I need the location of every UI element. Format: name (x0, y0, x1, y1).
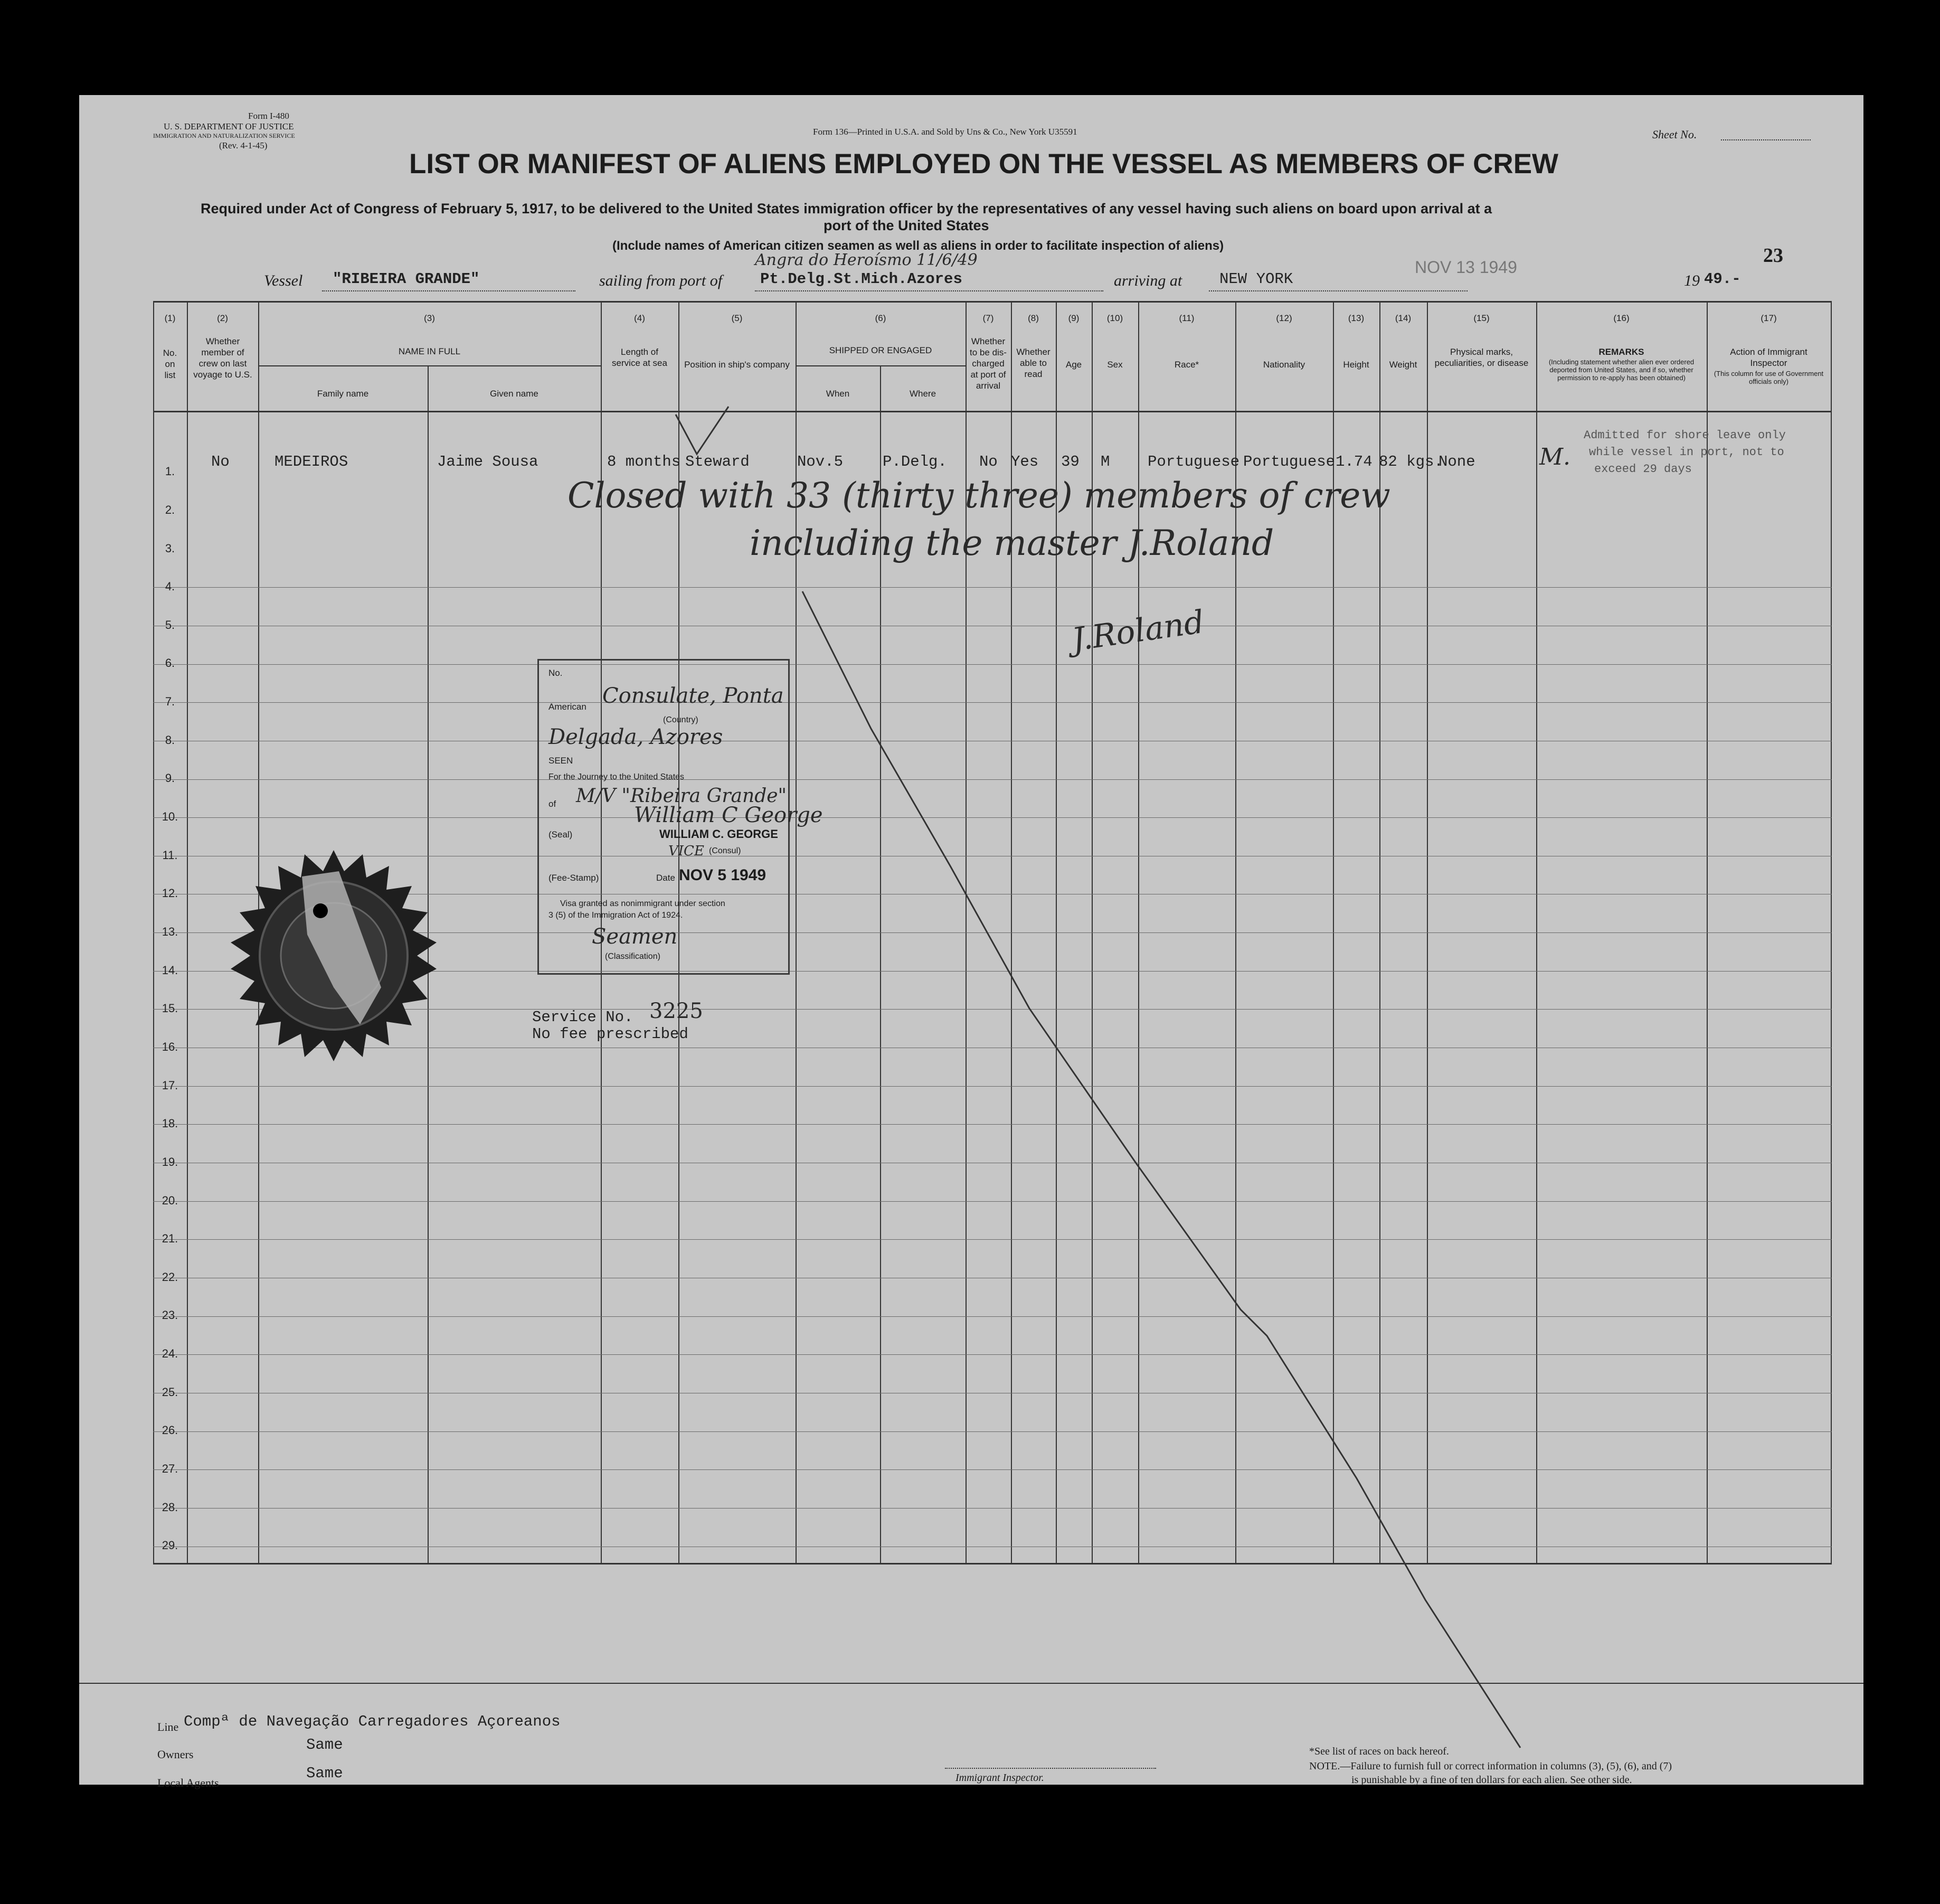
row-number: 8. (165, 733, 175, 747)
vessel-label: Vessel (264, 272, 303, 289)
page-number: 23 (1763, 244, 1783, 267)
header-position: Position in ship's company (684, 360, 790, 370)
sailing-port[interactable]: Pt.Delg.St.Mich.Azores (760, 270, 962, 288)
row-number: 23. (162, 1308, 178, 1322)
row-number: 6. (165, 656, 175, 670)
visa-granted-line-2: 3 (5) of the Immigration Act of 1924. (548, 911, 683, 920)
inspector-stamp-line-2: while vessel in port, not to (1589, 446, 1784, 459)
service-no-value: 3225 (649, 999, 703, 1023)
visa-classification-hand: Seamen (592, 925, 678, 949)
header-name-in-full: NAME IN FULL (398, 346, 461, 356)
visa-ship: M/V "Ribeira Grande" (576, 785, 787, 807)
inspector-stamp-line-3: exceed 29 days (1594, 463, 1692, 476)
footer-owners-label: Owners (157, 1748, 194, 1761)
cell-age[interactable]: 39 (1061, 453, 1080, 470)
no-fee-prescribed: No fee prescribed (532, 1025, 688, 1043)
col-num: (5) (731, 313, 743, 323)
header-nationality: Nationality (1263, 360, 1305, 370)
sailing-label: sailing from port of (599, 272, 723, 289)
cell-race[interactable]: Portuguese (1148, 453, 1240, 470)
cell-remarks-handwritten: M. (1539, 444, 1571, 470)
cell-position[interactable]: Steward (685, 453, 750, 470)
footer-agents-label: Local Agents (157, 1776, 219, 1789)
col-num: (2) (217, 313, 228, 323)
year-value[interactable]: 49.- (1704, 270, 1741, 288)
row-number: 14. (162, 964, 178, 977)
form-number: Form I-480 (248, 111, 289, 121)
visa-classification-label: (Classification) (605, 952, 660, 961)
visa-granted-line-1: Visa granted as nonimmigrant under section (560, 899, 725, 908)
arrival-date-stamp: NOV 13 1949 (1415, 258, 1517, 277)
header-discharged: Whether to be dis-charged at port of arrival (970, 336, 1007, 391)
inspector-signature-line[interactable] (945, 1768, 1156, 1769)
visa-no-label: No. (548, 668, 563, 678)
inspector-stamp-line-1: Admitted for shore leave only (1584, 429, 1786, 442)
header-when: When (826, 389, 850, 399)
form-revision: (Rev. 4-1-45) (219, 140, 268, 150)
header-weight: Weight (1389, 360, 1417, 370)
footer-races-note: *See list of races on back hereof. (1309, 1746, 1449, 1757)
header-given-name: Given name (490, 389, 538, 399)
row-number: 13. (162, 925, 178, 938)
cell-height[interactable]: 1.74 (1336, 453, 1373, 470)
row-number: 7. (165, 695, 175, 708)
row-number: 24. (162, 1347, 178, 1360)
header-no-on-list: No. on list (163, 348, 177, 380)
cell-last-voyage[interactable]: No (211, 453, 230, 470)
page-title: LIST OR MANIFEST OF ALIENS EMPLOYED ON THE VESSEL AS MEMBERS OF CREW (409, 148, 1559, 180)
subtitle-requirement: Required under Act of Congress of February 5, 1917, to be delivered to the United States immigration officer by the representatives of any vessel having such aliens on board upon arrival at a (201, 201, 1492, 216)
cell-physical-marks[interactable]: None (1439, 453, 1475, 470)
col-num: (10) (1106, 313, 1123, 323)
handwritten-closing-line-1: Closed with 33 (thirty three) members of crew (567, 475, 1390, 516)
arriving-label: arriving at (1114, 272, 1182, 289)
header-inspector-action: Action of Immigrant Inspector (1730, 347, 1807, 368)
handwritten-signature: J.Roland (1070, 603, 1207, 659)
col-num: (3) (424, 313, 435, 323)
row-number: 28. (162, 1501, 178, 1514)
cell-when[interactable]: Nov.5 (797, 453, 844, 470)
header-height: Height (1343, 360, 1369, 370)
row-number: 5. (165, 618, 175, 631)
cell-given-name[interactable]: Jaime Sousa (437, 453, 538, 470)
visa-place: Delgada, Azores (548, 725, 723, 749)
row-number: 11. (162, 849, 178, 862)
footer-line-label: Line (157, 1720, 179, 1733)
visa-american-label: American (548, 702, 586, 712)
header-length-service: Length of service at sea (612, 347, 667, 368)
embossed-seal (228, 850, 439, 1061)
header-shipped: SHIPPED OR ENGAGED (829, 345, 932, 355)
row-number: 25. (162, 1385, 178, 1399)
col-num: (17) (1761, 313, 1777, 323)
header-remarks: REMARKS (1598, 347, 1644, 357)
row-number: 1. (165, 465, 175, 478)
row-number: 15. (162, 1002, 178, 1015)
visa-seal-label: (Seal) (548, 830, 573, 840)
row-number: 22. (162, 1270, 178, 1284)
header-race: Race* (1174, 360, 1199, 370)
col-num: (14) (1395, 313, 1412, 323)
footer-owners-value: Same (306, 1736, 343, 1754)
visa-date-label: Date (656, 873, 675, 883)
cell-discharged[interactable]: No (979, 453, 998, 470)
vessel-name[interactable]: "RIBEIRA GRANDE" (333, 270, 480, 288)
visa-vice: VICE (668, 843, 704, 859)
visa-signature: William C George (634, 803, 823, 827)
row-number: 17. (162, 1079, 178, 1092)
cell-able-read[interactable]: Yes (1011, 453, 1039, 470)
visa-seen: SEEN (548, 756, 573, 766)
visa-fee-stamp-label: (Fee-Stamp) (548, 873, 599, 883)
header-family-name: Family name (317, 389, 369, 399)
row-number: 4. (165, 580, 175, 593)
header-age: Age (1065, 360, 1082, 370)
col-num: (12) (1276, 313, 1292, 323)
year-label: 19 (1684, 272, 1700, 289)
col-num: (1) (164, 313, 176, 323)
department: U. S. DEPARTMENT OF JUSTICE (164, 121, 294, 131)
footer-agents-value: Same (306, 1765, 343, 1782)
col-num: (13) (1348, 313, 1365, 323)
header-physical-marks: Physical marks, peculiarities, or disease (1434, 347, 1529, 368)
visa-consul-name: WILLIAM C. GEORGE (659, 827, 778, 841)
service-no-label: Service No. (532, 1008, 633, 1026)
visa-journey: For the Journey to the United States (548, 772, 685, 781)
row-number: 29. (162, 1539, 178, 1552)
row-number: 26. (162, 1424, 178, 1437)
subtitle-port: port of the United States (824, 218, 989, 233)
col-num: (9) (1068, 313, 1080, 323)
cell-sex[interactable]: M (1101, 453, 1110, 470)
row-number: 21. (162, 1232, 178, 1245)
col-num: (7) (982, 313, 994, 323)
footer-note-2: is punishable by a fine of ten dollars for each alien. See other side. (1351, 1774, 1632, 1786)
cell-length-service[interactable]: 8 months (607, 453, 681, 470)
col-num: (4) (634, 313, 645, 323)
row-number: 20. (162, 1194, 178, 1207)
row-number: 10. (162, 810, 178, 823)
row-number: 19. (162, 1155, 178, 1168)
row-number: 18. (162, 1117, 178, 1130)
arriving-port[interactable]: NEW YORK (1219, 270, 1293, 288)
row-number: 16. (162, 1040, 178, 1053)
visa-country-label: (Country) (663, 715, 698, 724)
visa-of-label: of (548, 799, 556, 809)
footer-line-value: Compª de Navegação Carregadores Açoreanos (184, 1713, 561, 1730)
header-where: Where (909, 389, 936, 399)
cell-family-name[interactable]: MEDEIROS (275, 453, 348, 470)
header-able-read: Whether able to read (1016, 347, 1051, 379)
row-number: 3. (165, 542, 175, 555)
row-number: 27. (162, 1462, 178, 1475)
col-num: (6) (875, 313, 886, 323)
col-num: (15) (1473, 313, 1490, 323)
handwritten-closing-line-2: including the master J.Roland (750, 523, 1274, 563)
cell-where[interactable]: P.Delg. (883, 453, 947, 470)
manifest-sheet (79, 95, 1863, 1789)
visa-date: NOV 5 1949 (679, 866, 766, 884)
footer-note-1: NOTE.—Failure to furnish full or correct information in columns (3), (5), (6), and (7) (1309, 1760, 1672, 1772)
header-last-voyage: Whether member of crew on last voyage to U.S. (193, 336, 252, 380)
header-sex: Sex (1107, 360, 1123, 370)
header-remarks-detail: (Including statement whether alien ever ordered deported from United States, and if so, whether permission to re-apply has been obtained) (1548, 358, 1695, 382)
col-num: (11) (1179, 313, 1195, 323)
sailing-port-handwritten: Angra do Heroísmo 11/6/49 (755, 251, 978, 269)
printer-line: Form 136—Printed in U.S.A. and Sold by Uns & Co., New York U35591 (813, 127, 1077, 137)
sheet-number-label: Sheet No. (1652, 128, 1697, 141)
cell-weight[interactable]: 82 kgs. (1379, 453, 1443, 470)
row-number: 2. (165, 503, 175, 516)
visa-stamp (537, 659, 823, 975)
cell-nationality[interactable]: Portuguese (1243, 453, 1336, 470)
col-num: (8) (1028, 313, 1039, 323)
row-number: 9. (165, 771, 175, 785)
header-inspector-detail: (This column for use of Government officials only) (1714, 370, 1824, 385)
row-number: 12. (162, 887, 178, 900)
service-name: IMMIGRATION AND NATURALIZATION SERVICE (153, 132, 295, 139)
subtitle-include: (Include names of American citizen seamen as well as aliens in order to facilitate inspection of aliens) (612, 239, 1224, 253)
visa-consulate: Consulate, Ponta (602, 684, 784, 708)
col-num: (16) (1613, 313, 1630, 323)
footer-immigrant-inspector: Immigrant Inspector. (955, 1772, 1044, 1784)
visa-consul-label: (Consul) (709, 846, 741, 855)
